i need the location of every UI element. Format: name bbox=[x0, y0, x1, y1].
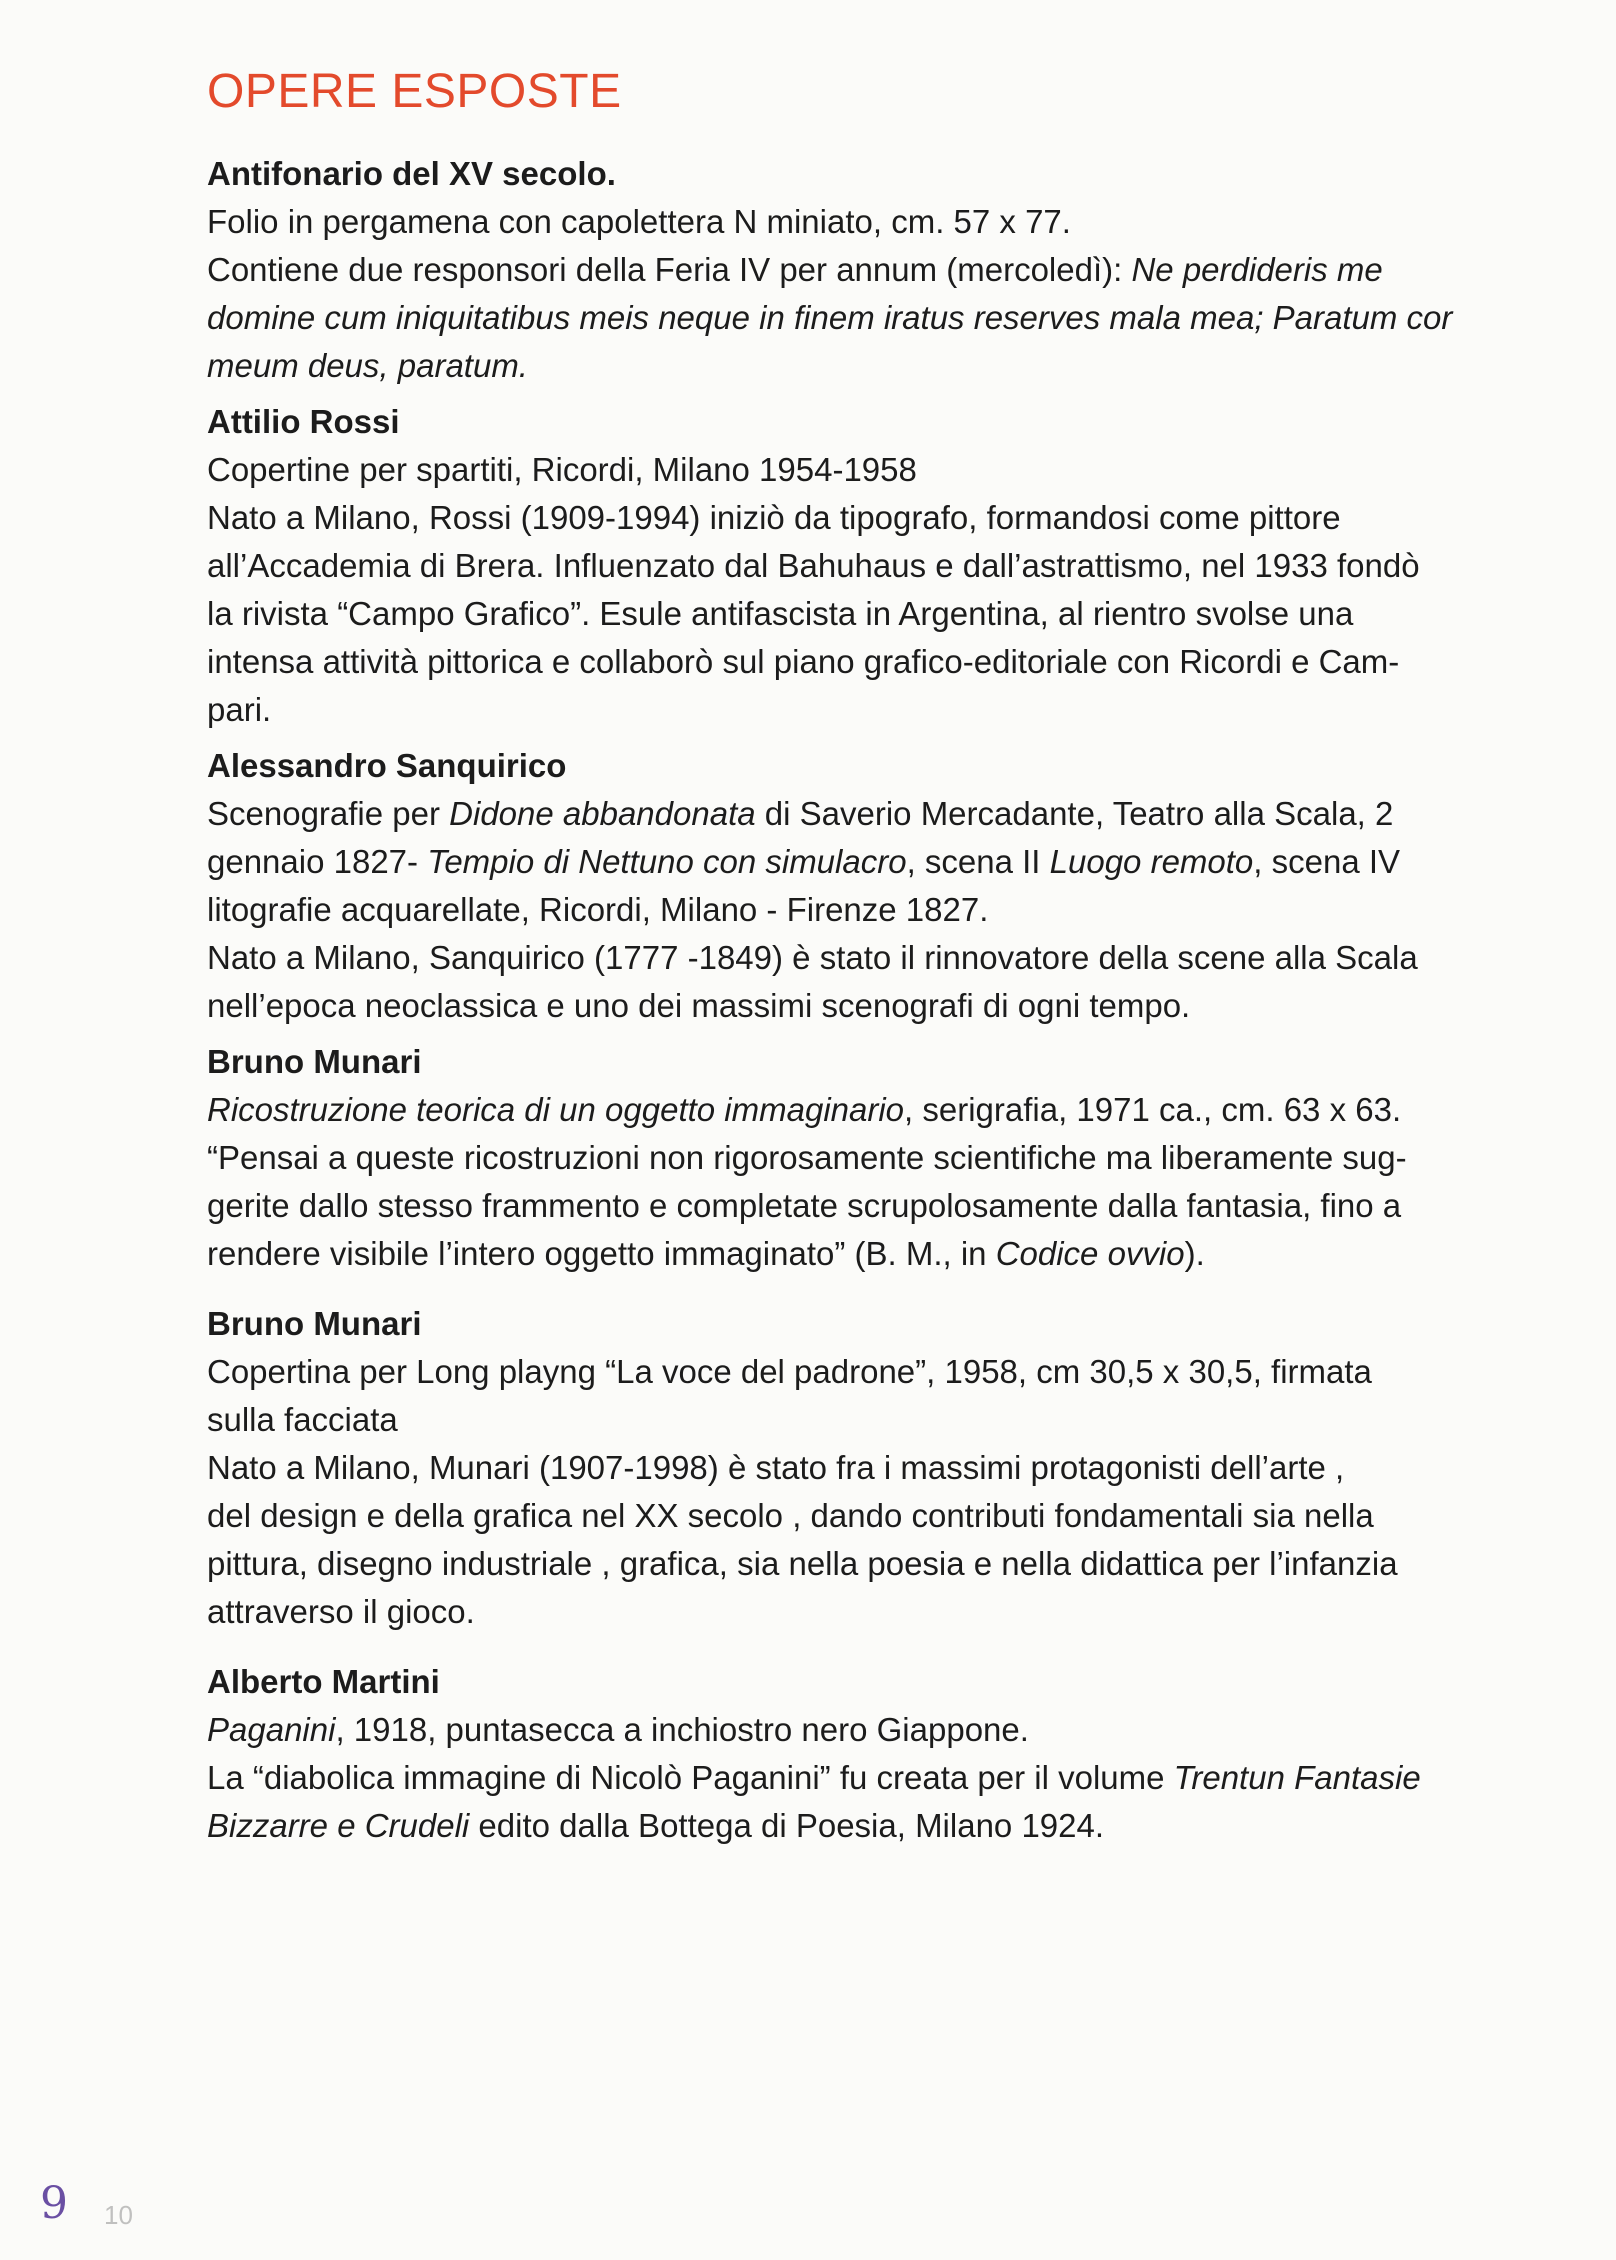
entry-line: meum deus, paratum. bbox=[207, 347, 528, 384]
entry-munari-copertina bbox=[207, 1300, 1497, 1636]
entry-line: intensa attività pittorica e collaborò sul piano grafico-editoriale con Ricordi e Cam- bbox=[207, 643, 1400, 680]
entry-line: gerite dallo stesso frammento e completate scrupolosamente dalla fantasia, fino a bbox=[207, 1187, 1402, 1224]
text-span: edito dalla Bottega di Poesia, Milano 1924. bbox=[469, 1807, 1105, 1844]
entry-line bbox=[207, 1754, 1497, 1802]
text-span: , serigrafia, 1971 ca., cm. 63 x 63. bbox=[904, 1091, 1402, 1128]
text-span: La “diabolica immagine di Nicolò Paganini” fu creata per il volume bbox=[207, 1759, 1174, 1796]
italic-span: Paganini bbox=[207, 1711, 336, 1748]
entry-line: pari. bbox=[207, 691, 272, 728]
entry-line: pittura, disegno industriale , grafica, sia nella poesia e nella didattica per l’infanzia bbox=[207, 1545, 1398, 1582]
entry-line bbox=[207, 790, 1497, 838]
entry-line: litografie acquarellate, Ricordi, Milano - Firenze 1827. bbox=[207, 891, 989, 928]
page-body bbox=[207, 60, 1497, 1858]
entry-line bbox=[207, 1086, 1497, 1134]
text-span: , scena II bbox=[906, 843, 1050, 880]
entry-line: Copertine per spartiti, Ricordi, Milano 1954-1958 bbox=[207, 451, 917, 488]
entry-sanquirico bbox=[207, 742, 1497, 1030]
italic-span: Luogo remoto bbox=[1049, 843, 1254, 880]
text-span: Scenografie per bbox=[207, 795, 450, 832]
entry-munari-ricostruzione bbox=[207, 1038, 1497, 1278]
entry-heading: Antifonario del XV secolo. bbox=[207, 155, 616, 192]
entry-line: Folio in pergamena con capolettera N miniato, cm. 57 x 77. bbox=[207, 203, 1071, 240]
text-span: di Saverio Mercadante, Teatro alla Scala, 2 bbox=[755, 795, 1394, 832]
entry-line: Nato a Milano, Rossi (1909-1994) iniziò da tipografo, formandosi come pittore bbox=[207, 499, 1341, 536]
page-title: OPERE ESPOSTE bbox=[207, 65, 622, 118]
entry-line: all’Accademia di Brera. Influenzato dal Bahuhaus e dall’astrattismo, nel 1933 fondò bbox=[207, 547, 1420, 584]
text-span: Contiene due responsori della Feria IV per annum (mercoledì): bbox=[207, 251, 1132, 288]
text-span: , 1918, puntasecca a inchiostro nero Giappone. bbox=[335, 1711, 1029, 1748]
entry-line: domine cum iniquitatibus meis neque in finem iratus reserves mala mea; Paratum cor bbox=[207, 299, 1453, 336]
entry-heading: Attilio Rossi bbox=[207, 403, 400, 440]
entry-antifonario bbox=[207, 150, 1497, 390]
entry-line: “Pensai a queste ricostruzioni non rigorosamente scientifiche ma liberamente sug- bbox=[207, 1139, 1407, 1176]
text-span: rendere visibile l’intero oggetto immaginato” (B. M., in bbox=[207, 1235, 996, 1272]
entry-line: Copertina per Long playng “La voce del padrone”, 1958, cm 30,5 x 30,5, firmata bbox=[207, 1353, 1372, 1390]
text-span: gennaio 1827- bbox=[207, 843, 428, 880]
italic-span: Codice ovvio bbox=[995, 1235, 1185, 1272]
entry-line: sulla facciata bbox=[207, 1401, 398, 1438]
entry-heading: Bruno Munari bbox=[207, 1043, 422, 1080]
entry-heading: Bruno Munari bbox=[207, 1305, 422, 1342]
entry-line: Nato a Milano, Munari (1907-1998) è stato fra i massimi protagonisti dell’arte , bbox=[207, 1449, 1345, 1486]
entry-line: del design e della grafica nel XX secolo , dando contributi fondamentali sia nella bbox=[207, 1497, 1374, 1534]
italic-span: Ne perdideris me bbox=[1131, 251, 1383, 288]
italic-span: Trentun Fantasie bbox=[1173, 1759, 1421, 1796]
italic-span: Tempio di Nettuno con simulacro bbox=[427, 843, 907, 880]
entry-line bbox=[207, 1706, 1497, 1754]
entry-line bbox=[207, 1230, 1497, 1278]
entry-line: nell’epoca neoclassica e uno dei massimi scenografi di ogni tempo. bbox=[207, 987, 1191, 1024]
page-number: 9 bbox=[40, 2178, 68, 2229]
italic-span: Ricostruzione teorica di un oggetto immaginario bbox=[207, 1091, 905, 1128]
page-number-ghost: 10 bbox=[104, 2200, 133, 2230]
italic-span: Didone abbandonata bbox=[449, 795, 756, 832]
entry-line: attraverso il gioco. bbox=[207, 1593, 475, 1630]
text-span: , scena IV bbox=[1253, 843, 1401, 880]
entry-heading: Alessandro Sanquirico bbox=[207, 747, 567, 784]
italic-span: Bizzarre e Crudeli bbox=[207, 1807, 470, 1844]
entry-line bbox=[207, 1802, 1497, 1850]
entry-line bbox=[207, 246, 1497, 294]
text-span: ). bbox=[1184, 1235, 1205, 1272]
entry-attilio-rossi bbox=[207, 398, 1497, 734]
entry-line: Nato a Milano, Sanquirico (1777 -1849) è stato il rinnovatore della scene alla Scala bbox=[207, 939, 1418, 976]
entry-heading: Alberto Martini bbox=[207, 1663, 440, 1700]
entry-alberto-martini bbox=[207, 1658, 1497, 1850]
entry-line bbox=[207, 838, 1497, 886]
entry-line: la rivista “Campo Grafico”. Esule antifascista in Argentina, al rientro svolse una bbox=[207, 595, 1354, 632]
